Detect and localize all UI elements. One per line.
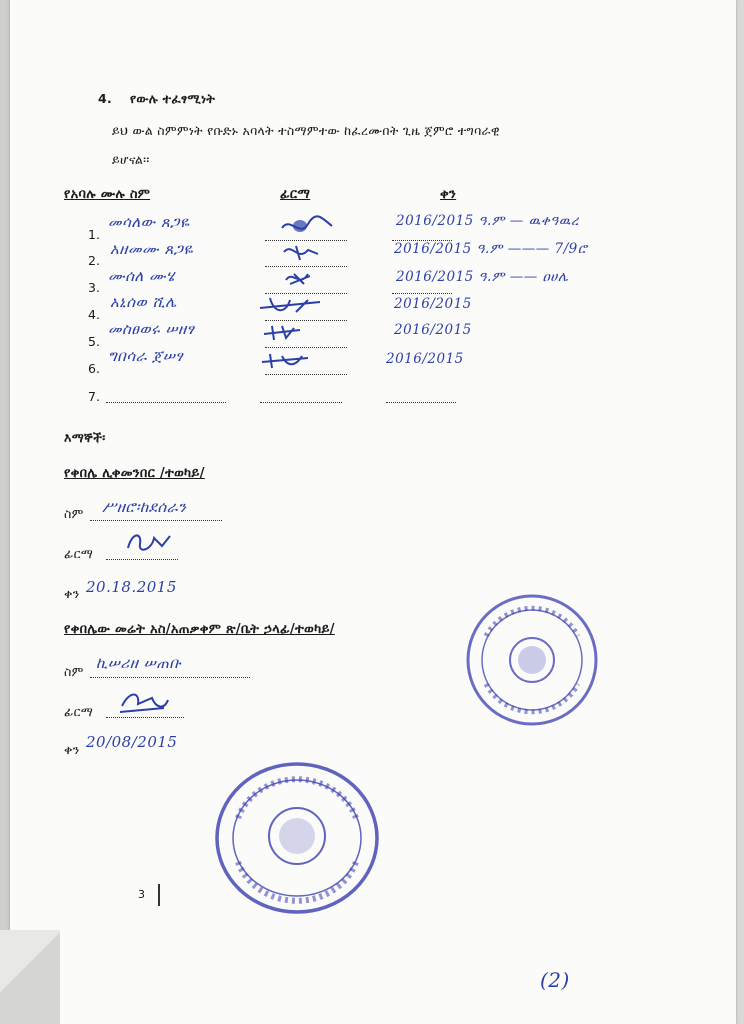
member-date: 2016/2015 [386,351,464,367]
page-number: 3 [138,888,146,901]
member-date: 2016/2015 ዓ.ም — ዉቀዓዉረ [396,213,579,229]
member-signature [260,322,310,344]
official-stamp-small [462,590,602,730]
member-signature [278,212,338,240]
witness1-name: ሥዘሮ፡ከደሰራን [102,498,187,516]
member-date: 2016/2015 [394,322,472,338]
section-body-line2: ይሆናል፡፡ [112,152,150,167]
handwritten-page-number: (2) [540,968,570,992]
member-signature [280,266,330,292]
member-signature [258,350,318,372]
scan-edge [0,0,10,1024]
row-number: 3. [88,280,100,295]
witness2-signature-label: ፊርማ [64,704,94,719]
official-stamp-large [210,758,384,918]
witness1-name-label: ስም [64,506,84,521]
witness1-date: 20.18.2015 [86,578,177,596]
row-number: 6. [88,361,100,376]
member-date: 2016/2015 ዓ.ም —— ዐሀሌ [396,269,569,285]
row-number: 1. [88,227,100,242]
witness1-signature-label: ፊርማ [64,546,94,561]
section-title: የውሉ ተፈፃሚነት [130,91,216,106]
member-name: ሙሰለ ሙሄ [108,267,175,285]
member-name: አኒሰወ ሺሌ [110,293,177,311]
signature-line [265,373,347,375]
document-page [10,0,736,1024]
witness1-signature [122,528,178,556]
date-line [392,292,452,294]
member-date: 2016/2015 ዓ.ም ——— 7/9ሮ [394,241,588,257]
member-name: መስፀወሩ ሠዘፃ [108,320,195,338]
row-number: 2. [88,253,100,268]
signature-line [265,319,347,321]
member-name: አዘመሙ ጸጋዬ [110,240,194,258]
row-number: 4. [88,307,100,322]
row-number: 5. [88,334,100,349]
member-signature [256,294,326,318]
witness1-signature-line [106,558,178,560]
witness1-date-label: ቀን [64,586,80,601]
witness1-name-line [90,519,222,521]
signature-line [260,401,342,403]
section-number: 4. [98,91,113,106]
witness2-name: ኪሠሪዘ ሠጠቡ [96,654,182,672]
signature-line [265,346,347,348]
witness2-name-line [90,676,250,678]
name-line [106,401,226,403]
section-body-line1: ይህ ውል ስምምነት የቡድኑ አባላት ተስማምተው ከፈረሙበት ጊዜ ጀምሮ ተግባራዊ [112,123,500,138]
witness2-name-label: ስም [64,664,84,679]
date-line [386,401,456,403]
header-date: ቀን [440,187,457,202]
member-signature [278,240,328,266]
page-marker [158,884,160,906]
witnesses-label: እማኞች፡ [64,430,106,445]
witness1-title: የቀበሌ ሊቀመንበር /ተወካይ/ [64,466,205,481]
header-member-name: የአባሉ ሙሉ ስም [64,187,151,202]
witness2-title: የቀበሌው መሬት አስ/አጠቃቀም ጽ/ቤት ኃላፊ/ተወካይ/ [64,622,335,637]
member-name: ግበሳራ ጀሠፃ [108,347,184,365]
witness2-signature [116,688,172,718]
row-number: 7. [88,389,100,404]
member-date: 2016/2015 [394,296,472,312]
folded-corner [0,930,60,1024]
header-signature: ፊርማ [280,187,311,202]
witness2-date: 20/08/2015 [86,733,178,751]
member-name: መሳለው ጸጋዬ [108,213,190,231]
witness2-date-label: ቀን [64,742,80,757]
